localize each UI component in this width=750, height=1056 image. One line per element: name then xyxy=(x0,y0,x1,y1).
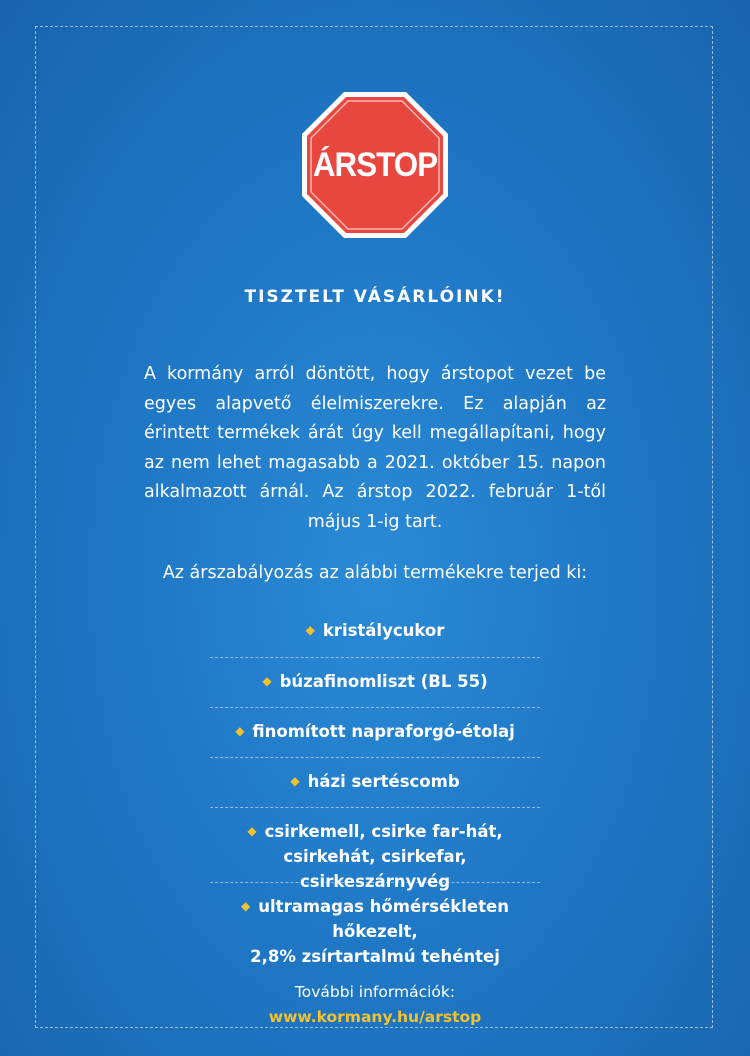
list-item xyxy=(210,808,540,891)
product-list xyxy=(210,608,540,966)
info-link[interactable]: www.kormany.hu/arstop xyxy=(268,1008,482,1026)
product-name: finomított napraforgó-étolaj xyxy=(252,722,515,741)
diamond-bullet-icon: ◆ xyxy=(247,824,257,838)
diamond-bullet-icon: ◆ xyxy=(262,674,272,688)
list-item xyxy=(210,608,540,658)
list-item xyxy=(210,758,540,808)
diamond-bullet-icon: ◆ xyxy=(290,774,300,788)
list-item xyxy=(210,883,540,966)
product-name-continued: csirkehát, csirkefar, csirkeszárnyvég xyxy=(283,847,467,891)
more-info-label: További információk: xyxy=(294,983,456,1001)
diamond-bullet-icon: ◆ xyxy=(305,623,315,637)
stop-sign-logo xyxy=(300,90,450,240)
diamond-bullet-icon: ◆ xyxy=(241,899,251,913)
product-name-continued: 2,8% zsírtartalmú tehéntej xyxy=(250,947,500,966)
greeting-heading: TISZTELT VÁSÁRLÓINK! xyxy=(244,287,506,307)
stop-sign-text: ÁRSTOP xyxy=(312,145,438,184)
product-name: csirkemell, csirke far-hát, xyxy=(264,822,503,841)
product-name: ultramagas hőmérsékleten hőkezelt, xyxy=(258,897,509,941)
product-name: búzafinomliszt (BL 55) xyxy=(279,672,488,691)
list-item xyxy=(210,708,540,758)
list-item xyxy=(210,658,540,708)
diamond-bullet-icon: ◆ xyxy=(235,724,245,738)
products-lead-text: Az árszabályozás az alábbi termékekre terjed ki: xyxy=(162,563,588,583)
intro-paragraph: A kormány arról döntött, hogy árstopot vezet be egyes alapvető élelmiszerekre. Ez alapján az érintett termékek árát úgy kell megállapítani, hogy az nem lehet magasabb a 2021. október 15. napon alkalmazott árnál. Az árstop 2022. február 1-től május 1-ig tart. xyxy=(144,364,606,532)
product-name: kristálycukor xyxy=(322,621,445,640)
product-name: házi sertéscomb xyxy=(307,772,460,791)
